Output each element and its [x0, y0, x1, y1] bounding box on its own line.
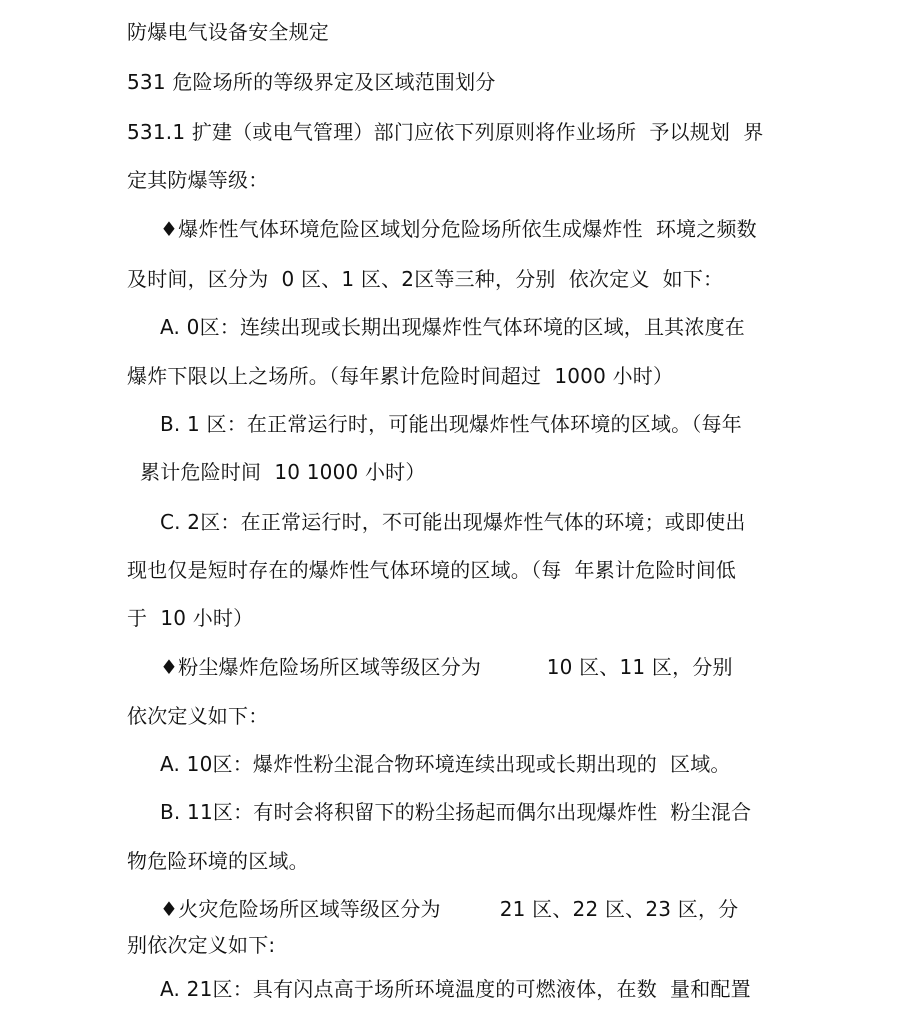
- text-line: 于 10 小时）: [127, 606, 254, 630]
- text-line: 531.1 扩建（或电气管理）部门应依下列原则将作业场所 予以规划 界: [127, 120, 764, 144]
- text-line: C. 2区：在正常运行时，不可能出现爆炸性气体的环境；或即使出: [160, 510, 746, 534]
- text-line: B. 1 区：在正常运行时，可能出现爆炸性气体环境的区域。（每年: [160, 412, 742, 436]
- text-line: 现也仅是短时存在的爆炸性气体环境的区域。（每 年累计危险时间低: [127, 558, 737, 582]
- text-line: 别依次定义如下:: [127, 933, 276, 957]
- text-line: ♦爆炸性气体环境危险区域划分危险场所依生成爆炸性 环境之频数: [160, 217, 757, 241]
- text-line: A. 0区：连续出现或长期出现爆炸性气体环境的区域，且其浓度在: [160, 315, 745, 339]
- text-line: 累计危险时间 10 1000 小时）: [140, 460, 426, 484]
- text-line: 物危险环境的区域。: [127, 849, 309, 873]
- text-line: 及时间，区分为 0 区、1 区、2区等三种，分别 依次定义 如下：: [127, 267, 724, 291]
- document-title: 防爆电气设备安全规定: [127, 20, 329, 44]
- text-line: A. 21区：具有闪点高于场所环境温度的可燃液体，在数 量和配置: [160, 977, 751, 1001]
- text-line: ♦粉尘爆炸危险场所区域等级区分为 10 区、11 区，分别: [160, 655, 733, 679]
- text-line: A. 10区：爆炸性粉尘混合物环境连续出现或长期出现的 区域。: [160, 752, 731, 776]
- text-line: ♦火灾危险场所区域等级区分为 21 区、22 区、23 区，分: [160, 897, 739, 921]
- text-line: B. 11区：有时会将积留下的粉尘扬起而偶尔出现爆炸性 粉尘混合: [160, 800, 752, 824]
- text-line: 定其防爆等级：: [127, 168, 269, 192]
- text-line: 爆炸下限以上之场所。（每年累计危险时间超过 1000 小时）: [127, 364, 674, 388]
- text-line: 依次定义如下：: [127, 704, 269, 728]
- section-heading: 531 危险场所的等级界定及区域范围划分: [127, 70, 496, 94]
